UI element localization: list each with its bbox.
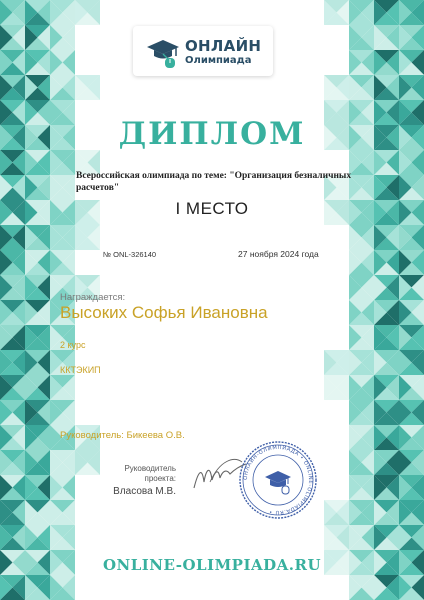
right-decorative-pattern <box>324 0 424 600</box>
awarded-label: Награждается: <box>60 292 126 303</box>
official-seal-stamp <box>238 440 318 520</box>
logo-subtitle: Олимпиада <box>185 55 252 66</box>
olympiad-topic: Всероссийская олимпиада по теме: "Организация безналичных расчетов" <box>76 171 352 193</box>
diploma-number: № ONL-326140 <box>103 250 157 259</box>
signatory-name: Власова М.В. <box>113 486 176 497</box>
olympiad-logo <box>133 26 273 76</box>
website-footer: ONLINE-OLIMPIADA.RU <box>102 556 322 574</box>
place-award: I МЕСТО <box>175 199 249 218</box>
diploma-date: 27 ноября 2024 года <box>238 249 319 259</box>
recipient-supervisor: Руководитель: Бикеева О.В. <box>60 430 185 441</box>
logo-title: ОНЛАЙН <box>185 37 262 55</box>
signatory-label: Руководитель проекта: <box>124 464 176 483</box>
recipient-institution: ККТЭКИП <box>60 365 101 375</box>
recipient-course: 2 курс <box>60 340 86 350</box>
seal-ring-text: ОНЛАЙН-ОЛИМПИАДА • ONLINE-OLIMPIADA.RU • <box>242 444 314 516</box>
graduation-cap-mouse-icon <box>145 35 181 69</box>
recipient-name: Высоких Софья Ивановна <box>60 303 268 322</box>
diploma-title: ДИПЛОМ <box>118 116 306 152</box>
